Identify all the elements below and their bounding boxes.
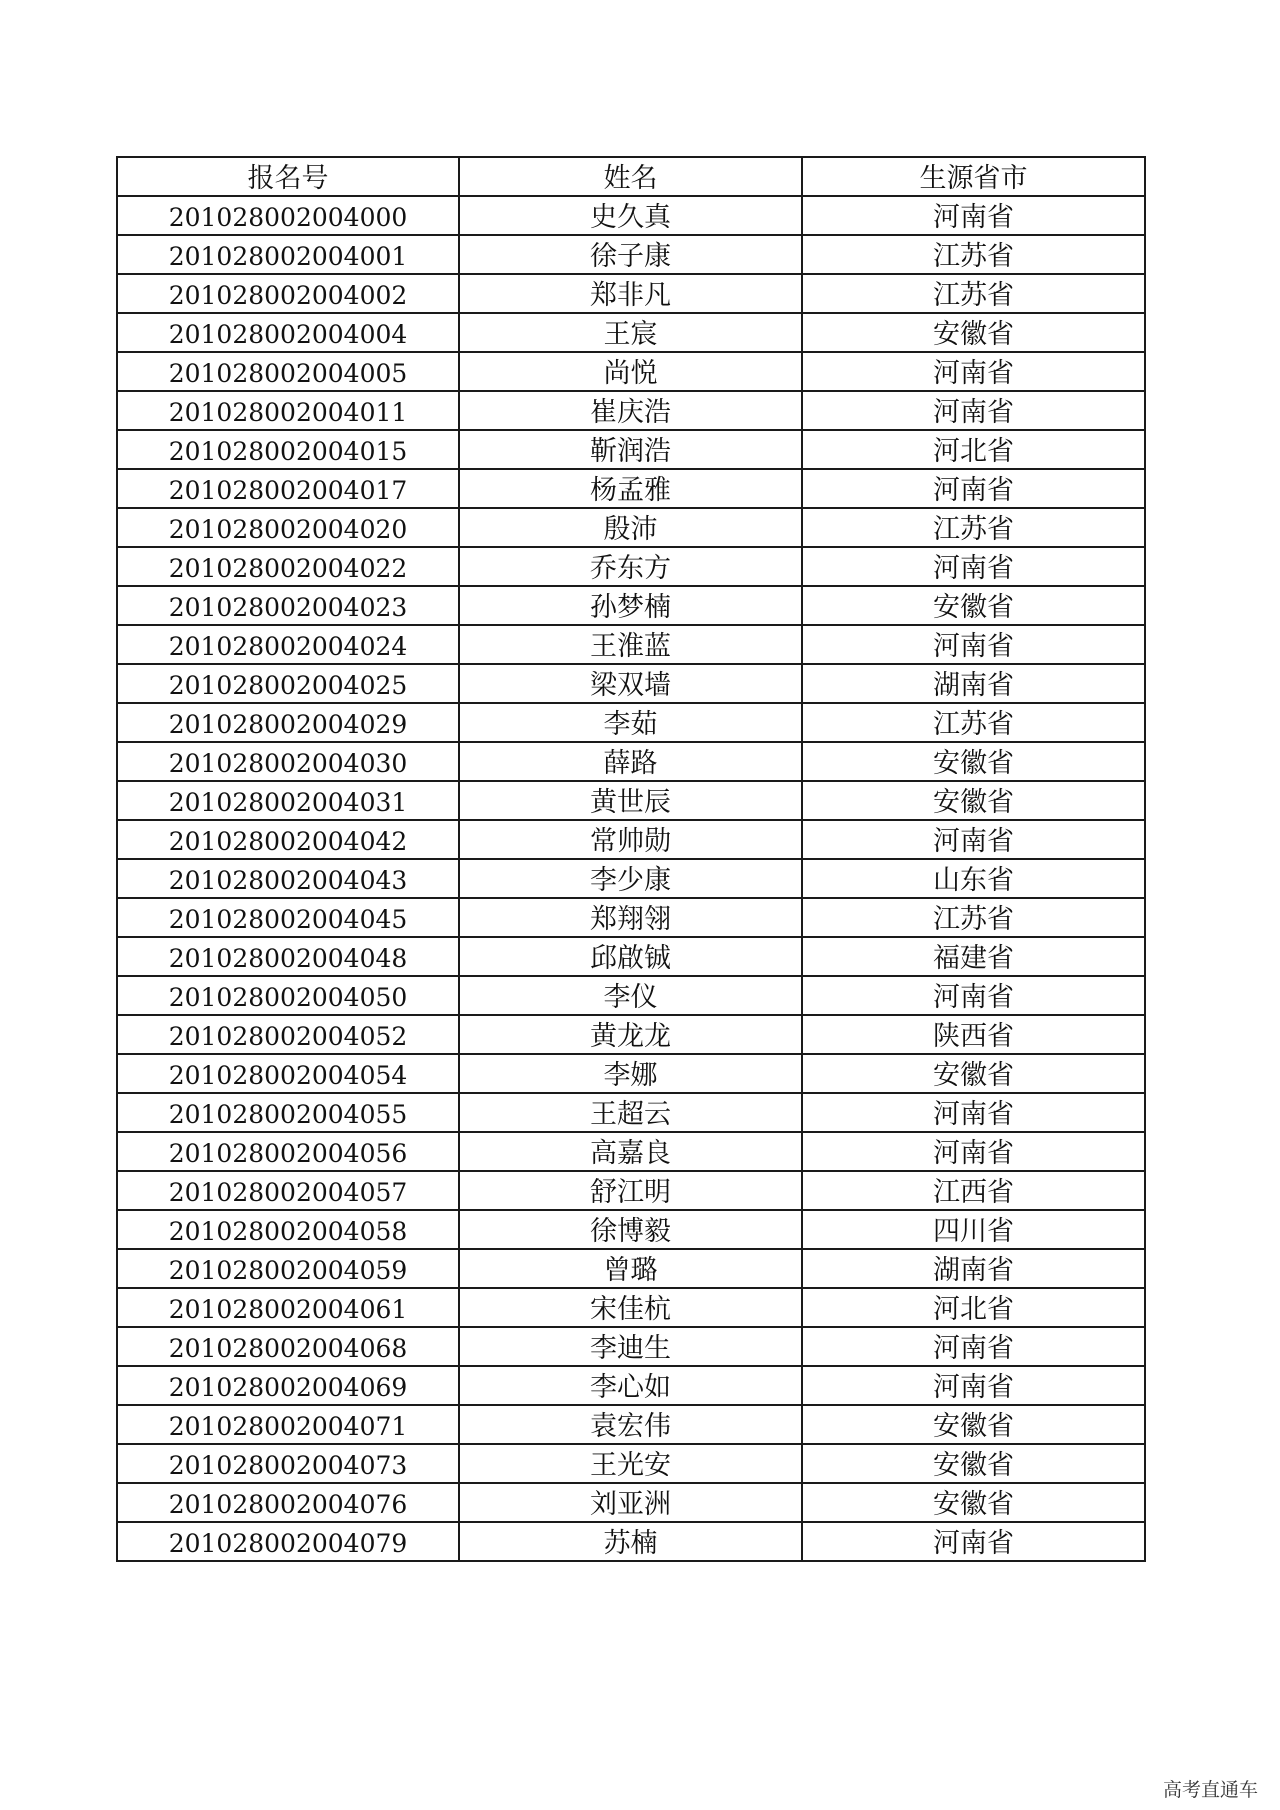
origin-province-cell: 河南省	[802, 1132, 1145, 1171]
table-row	[117, 1366, 1145, 1405]
table-row	[117, 547, 1145, 586]
table-row	[117, 1483, 1145, 1522]
registration-number-cell: 201028002004023	[117, 586, 459, 625]
table-row	[117, 625, 1145, 664]
table-row	[117, 937, 1145, 976]
name-cell: 李心如	[459, 1366, 802, 1405]
name-cell: 王淮蓝	[459, 625, 802, 664]
registration-number-cell: 201028002004052	[117, 1015, 459, 1054]
origin-province-cell: 河南省	[802, 547, 1145, 586]
origin-province-cell: 河南省	[802, 1366, 1145, 1405]
table-row	[117, 781, 1145, 820]
origin-province-cell: 安徽省	[802, 1054, 1145, 1093]
registration-number-cell: 201028002004004	[117, 313, 459, 352]
name-cell: 常帅勋	[459, 820, 802, 859]
table-row	[117, 1210, 1145, 1249]
name-cell: 王宸	[459, 313, 802, 352]
registration-number-cell: 201028002004017	[117, 469, 459, 508]
registration-number-cell: 201028002004005	[117, 352, 459, 391]
name-cell: 黄世辰	[459, 781, 802, 820]
admission-list-table	[116, 156, 1146, 1562]
registration-number-cell: 201028002004068	[117, 1327, 459, 1366]
origin-province-cell: 河南省	[802, 196, 1145, 235]
table-row	[117, 508, 1145, 547]
table-row	[117, 1405, 1145, 1444]
name-cell: 梁双墙	[459, 664, 802, 703]
table-row	[117, 469, 1145, 508]
table-row	[117, 820, 1145, 859]
registration-number-cell: 201028002004020	[117, 508, 459, 547]
name-cell: 曾璐	[459, 1249, 802, 1288]
origin-province-cell: 河南省	[802, 1327, 1145, 1366]
name-cell: 黄龙龙	[459, 1015, 802, 1054]
name-cell: 李迪生	[459, 1327, 802, 1366]
registration-number-cell: 201028002004058	[117, 1210, 459, 1249]
registration-number-cell: 201028002004029	[117, 703, 459, 742]
origin-province-cell: 湖南省	[802, 664, 1145, 703]
origin-province-cell: 湖南省	[802, 1249, 1145, 1288]
table-row	[117, 430, 1145, 469]
table-row	[117, 1171, 1145, 1210]
origin-province-cell: 河南省	[802, 1522, 1145, 1561]
registration-number-cell: 201028002004002	[117, 274, 459, 313]
origin-province-cell: 四川省	[802, 1210, 1145, 1249]
table-row	[117, 976, 1145, 1015]
name-cell: 靳润浩	[459, 430, 802, 469]
origin-province-cell: 安徽省	[802, 1483, 1145, 1522]
name-cell: 孙梦楠	[459, 586, 802, 625]
origin-province-cell: 江苏省	[802, 235, 1145, 274]
registration-number-cell: 201028002004042	[117, 820, 459, 859]
registration-number-cell: 201028002004043	[117, 859, 459, 898]
name-cell: 宋佳杭	[459, 1288, 802, 1327]
name-cell: 王超云	[459, 1093, 802, 1132]
table-row	[117, 1132, 1145, 1171]
registration-number-cell: 201028002004057	[117, 1171, 459, 1210]
origin-province-cell: 山东省	[802, 859, 1145, 898]
column-header-registration-number: 报名号	[117, 157, 459, 196]
registration-number-cell: 201028002004000	[117, 196, 459, 235]
origin-province-cell: 河南省	[802, 391, 1145, 430]
name-cell: 史久真	[459, 196, 802, 235]
registration-number-cell: 201028002004059	[117, 1249, 459, 1288]
table-row	[117, 1015, 1145, 1054]
name-cell: 邱啟铖	[459, 937, 802, 976]
registration-number-cell: 201028002004031	[117, 781, 459, 820]
origin-province-cell: 江苏省	[802, 274, 1145, 313]
table-row	[117, 235, 1145, 274]
origin-province-cell: 河南省	[802, 1093, 1145, 1132]
registration-number-cell: 201028002004061	[117, 1288, 459, 1327]
name-cell: 袁宏伟	[459, 1405, 802, 1444]
table-row	[117, 1054, 1145, 1093]
table-row	[117, 274, 1145, 313]
registration-number-cell: 201028002004025	[117, 664, 459, 703]
origin-province-cell: 河南省	[802, 469, 1145, 508]
table-row	[117, 664, 1145, 703]
registration-number-cell: 201028002004001	[117, 235, 459, 274]
table-row	[117, 1249, 1145, 1288]
origin-province-cell: 江苏省	[802, 898, 1145, 937]
name-cell: 李茹	[459, 703, 802, 742]
column-header-name: 姓名	[459, 157, 802, 196]
registration-number-cell: 201028002004073	[117, 1444, 459, 1483]
origin-province-cell: 安徽省	[802, 781, 1145, 820]
name-cell: 徐子康	[459, 235, 802, 274]
origin-province-cell: 陕西省	[802, 1015, 1145, 1054]
registration-number-cell: 201028002004076	[117, 1483, 459, 1522]
origin-province-cell: 安徽省	[802, 586, 1145, 625]
table-row	[117, 1444, 1145, 1483]
column-header-origin-province: 生源省市	[802, 157, 1145, 196]
name-cell: 殷沛	[459, 508, 802, 547]
registration-number-cell: 201028002004079	[117, 1522, 459, 1561]
name-cell: 李仪	[459, 976, 802, 1015]
registration-number-cell: 201028002004054	[117, 1054, 459, 1093]
origin-province-cell: 安徽省	[802, 1444, 1145, 1483]
registration-number-cell: 201028002004055	[117, 1093, 459, 1132]
registration-number-cell: 201028002004015	[117, 430, 459, 469]
registration-number-cell: 201028002004022	[117, 547, 459, 586]
origin-province-cell: 江西省	[802, 1171, 1145, 1210]
registration-number-cell: 201028002004045	[117, 898, 459, 937]
table-row	[117, 1327, 1145, 1366]
name-cell: 舒江明	[459, 1171, 802, 1210]
origin-province-cell: 河南省	[802, 352, 1145, 391]
registration-number-cell: 201028002004056	[117, 1132, 459, 1171]
origin-province-cell: 安徽省	[802, 313, 1145, 352]
name-cell: 高嘉良	[459, 1132, 802, 1171]
name-cell: 徐博毅	[459, 1210, 802, 1249]
name-cell: 郑翔翎	[459, 898, 802, 937]
origin-province-cell: 河南省	[802, 625, 1145, 664]
name-cell: 苏楠	[459, 1522, 802, 1561]
table-row	[117, 1288, 1145, 1327]
origin-province-cell: 河南省	[802, 976, 1145, 1015]
name-cell: 李娜	[459, 1054, 802, 1093]
origin-province-cell: 江苏省	[802, 508, 1145, 547]
name-cell: 薛路	[459, 742, 802, 781]
origin-province-cell: 安徽省	[802, 742, 1145, 781]
table-row	[117, 313, 1145, 352]
name-cell: 李少康	[459, 859, 802, 898]
registration-number-cell: 201028002004030	[117, 742, 459, 781]
origin-province-cell: 河南省	[802, 820, 1145, 859]
origin-province-cell: 安徽省	[802, 1405, 1145, 1444]
name-cell: 乔东方	[459, 547, 802, 586]
name-cell: 杨孟雅	[459, 469, 802, 508]
origin-province-cell: 福建省	[802, 937, 1145, 976]
name-cell: 刘亚洲	[459, 1483, 802, 1522]
table-row	[117, 586, 1145, 625]
origin-province-cell: 江苏省	[802, 703, 1145, 742]
table-body	[117, 196, 1145, 1561]
table-row	[117, 1093, 1145, 1132]
table-row	[117, 196, 1145, 235]
table-row	[117, 859, 1145, 898]
registration-number-cell: 201028002004071	[117, 1405, 459, 1444]
origin-province-cell: 河北省	[802, 430, 1145, 469]
origin-province-cell: 河北省	[802, 1288, 1145, 1327]
table-row	[117, 898, 1145, 937]
name-cell: 崔庆浩	[459, 391, 802, 430]
name-cell: 尚悦	[459, 352, 802, 391]
watermark-text: 高考直通车	[1162, 1779, 1258, 1801]
registration-number-cell: 201028002004048	[117, 937, 459, 976]
table-row	[117, 703, 1145, 742]
name-cell: 王光安	[459, 1444, 802, 1483]
table-row	[117, 352, 1145, 391]
registration-number-cell: 201028002004011	[117, 391, 459, 430]
name-cell: 郑非凡	[459, 274, 802, 313]
registration-number-cell: 201028002004024	[117, 625, 459, 664]
table-row	[117, 391, 1145, 430]
table-header-row	[117, 157, 1145, 196]
registration-number-cell: 201028002004050	[117, 976, 459, 1015]
table-row	[117, 742, 1145, 781]
table-row	[117, 1522, 1145, 1561]
registration-number-cell: 201028002004069	[117, 1366, 459, 1405]
